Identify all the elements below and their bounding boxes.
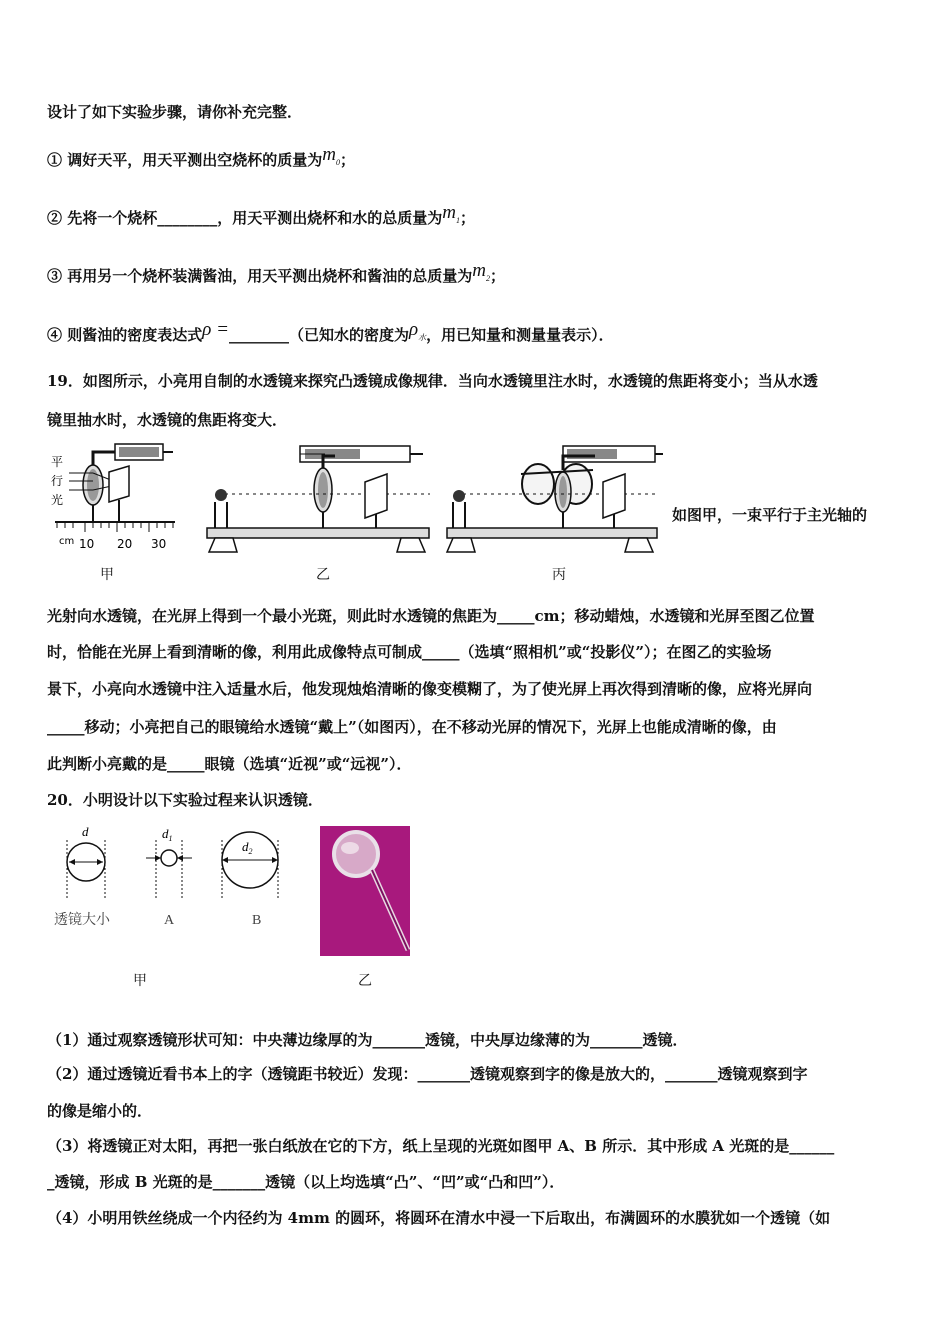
q19-line-5: 景下，小亮向水透镜中注入适量水后，他发现烛焰清晰的像变模糊了，为了使光屏上再次得到清晰的像，应将光屏向 (47, 680, 813, 698)
label-guang: 光 (51, 493, 64, 507)
label-d2: $d_2$ (242, 839, 253, 856)
label-B: B (252, 913, 262, 928)
step-2: ② 先将一个烧杯________，用天平测出烧杯和水的总质量为m1； (47, 202, 475, 227)
label-d: d (82, 824, 89, 839)
q19-line-7: 此判断小亮戴的是_____眼镜（选填“近视”或“远视”）． (47, 755, 412, 773)
step-1: ① 调好天平，用天平测出空烧杯的质量为m0； (47, 144, 355, 169)
q19-line-4: 时，恰能在光屏上看到清晰的像，利用此成像特点可制成_____（选填“照相机”或“投影仪”）；在图乙的实验场 (47, 643, 772, 661)
q20-figure-jia (50, 820, 290, 940)
q20-part-2a: （2）通过透镜近看书本上的字（透镜距书较近）发现：_______透镜观察到字的像是放大的，_______透镜观察到字 (47, 1065, 808, 1083)
q19-line-3: 光射向水透镜，在光屏上得到一个最小光斑，则此时水透镜的焦距为_____cm；移动蜡烛，水透镜和光屏至图乙位置 (47, 607, 815, 625)
caption-jia: 甲 (100, 567, 114, 583)
q20-part-1: （1）通过观察透镜形状可知：中央薄边缘厚的为_______透镜，中央厚边缘薄的为_______透镜． (47, 1031, 688, 1049)
q19-figure-yi (205, 440, 435, 560)
q20-line-1: 20．小明设计以下实验过程来认识透镜． (47, 791, 323, 809)
q20-caption-yi: 乙 (358, 973, 372, 989)
step-4: ④ 则酱油的密度表达式ρ =________（已知水的密度为ρ水，用已知量和测量量表示）． (47, 319, 614, 344)
caption-bing: 丙 (552, 567, 566, 583)
q20-figure-yi-magnifier (320, 826, 410, 956)
label-ping: 平 (51, 455, 64, 469)
q20-part-4: （4）小明用铁丝绕成一个内径约为 4mm 的圆环，将圆环在清水中浸一下后取出，布满圆环的水膜犹如一个透镜（如 (47, 1209, 831, 1227)
q19-figure-jia (45, 440, 185, 560)
caption-yi: 乙 (316, 567, 330, 583)
q19-figure-bing (445, 440, 665, 560)
q19-line-1: 19．如图所示，小亮用自制的水透镜来探究凸透镜成像规律．当向水透镜里注水时，水透镜的焦距将变小；当从水透 (47, 372, 818, 390)
label-lens-size: 透镜大小 (54, 912, 110, 928)
q19-line-2: 镜里抽水时，水透镜的焦距将变大． (47, 411, 288, 429)
label-d1: $d_1$ (162, 826, 173, 843)
label-A: A (164, 913, 175, 928)
intro-text: 设计了如下实验步骤，请你补充完整． (47, 103, 303, 121)
tick-10: 10 (79, 537, 95, 551)
q20-part-2b: 的像是缩小的． (47, 1102, 153, 1120)
tick-30: 30 (151, 537, 167, 551)
q20-part-3b: _透镜，形成 B 光斑的是_______透镜（以上均选填“凸”、“凹”或“凸和凹”）． (47, 1173, 565, 1191)
tick-20: 20 (117, 537, 133, 551)
q20-part-3a: （3）将透镜正对太阳，再把一张白纸放在它的下方，纸上呈现的光斑如图甲 A、B 所示．其中形成 A 光斑的是______ (47, 1137, 835, 1155)
q19-figure-side-text: 如图甲，一束平行于主光轴的 (672, 506, 868, 524)
label-xing: 行 (51, 474, 64, 488)
step-3: ③ 再用另一个烧杯装满酱油，用天平测出烧杯和酱油的总质量为m2； (47, 260, 505, 285)
label-cm: cm (59, 536, 75, 547)
q20-caption-jia: 甲 (133, 973, 147, 989)
q19-line-6: _____移动；小亮把自己的眼镜给水透镜“戴上”（如图丙），在不移动光屏的情况下，光屏上也能成清晰的像，由 (47, 718, 777, 736)
